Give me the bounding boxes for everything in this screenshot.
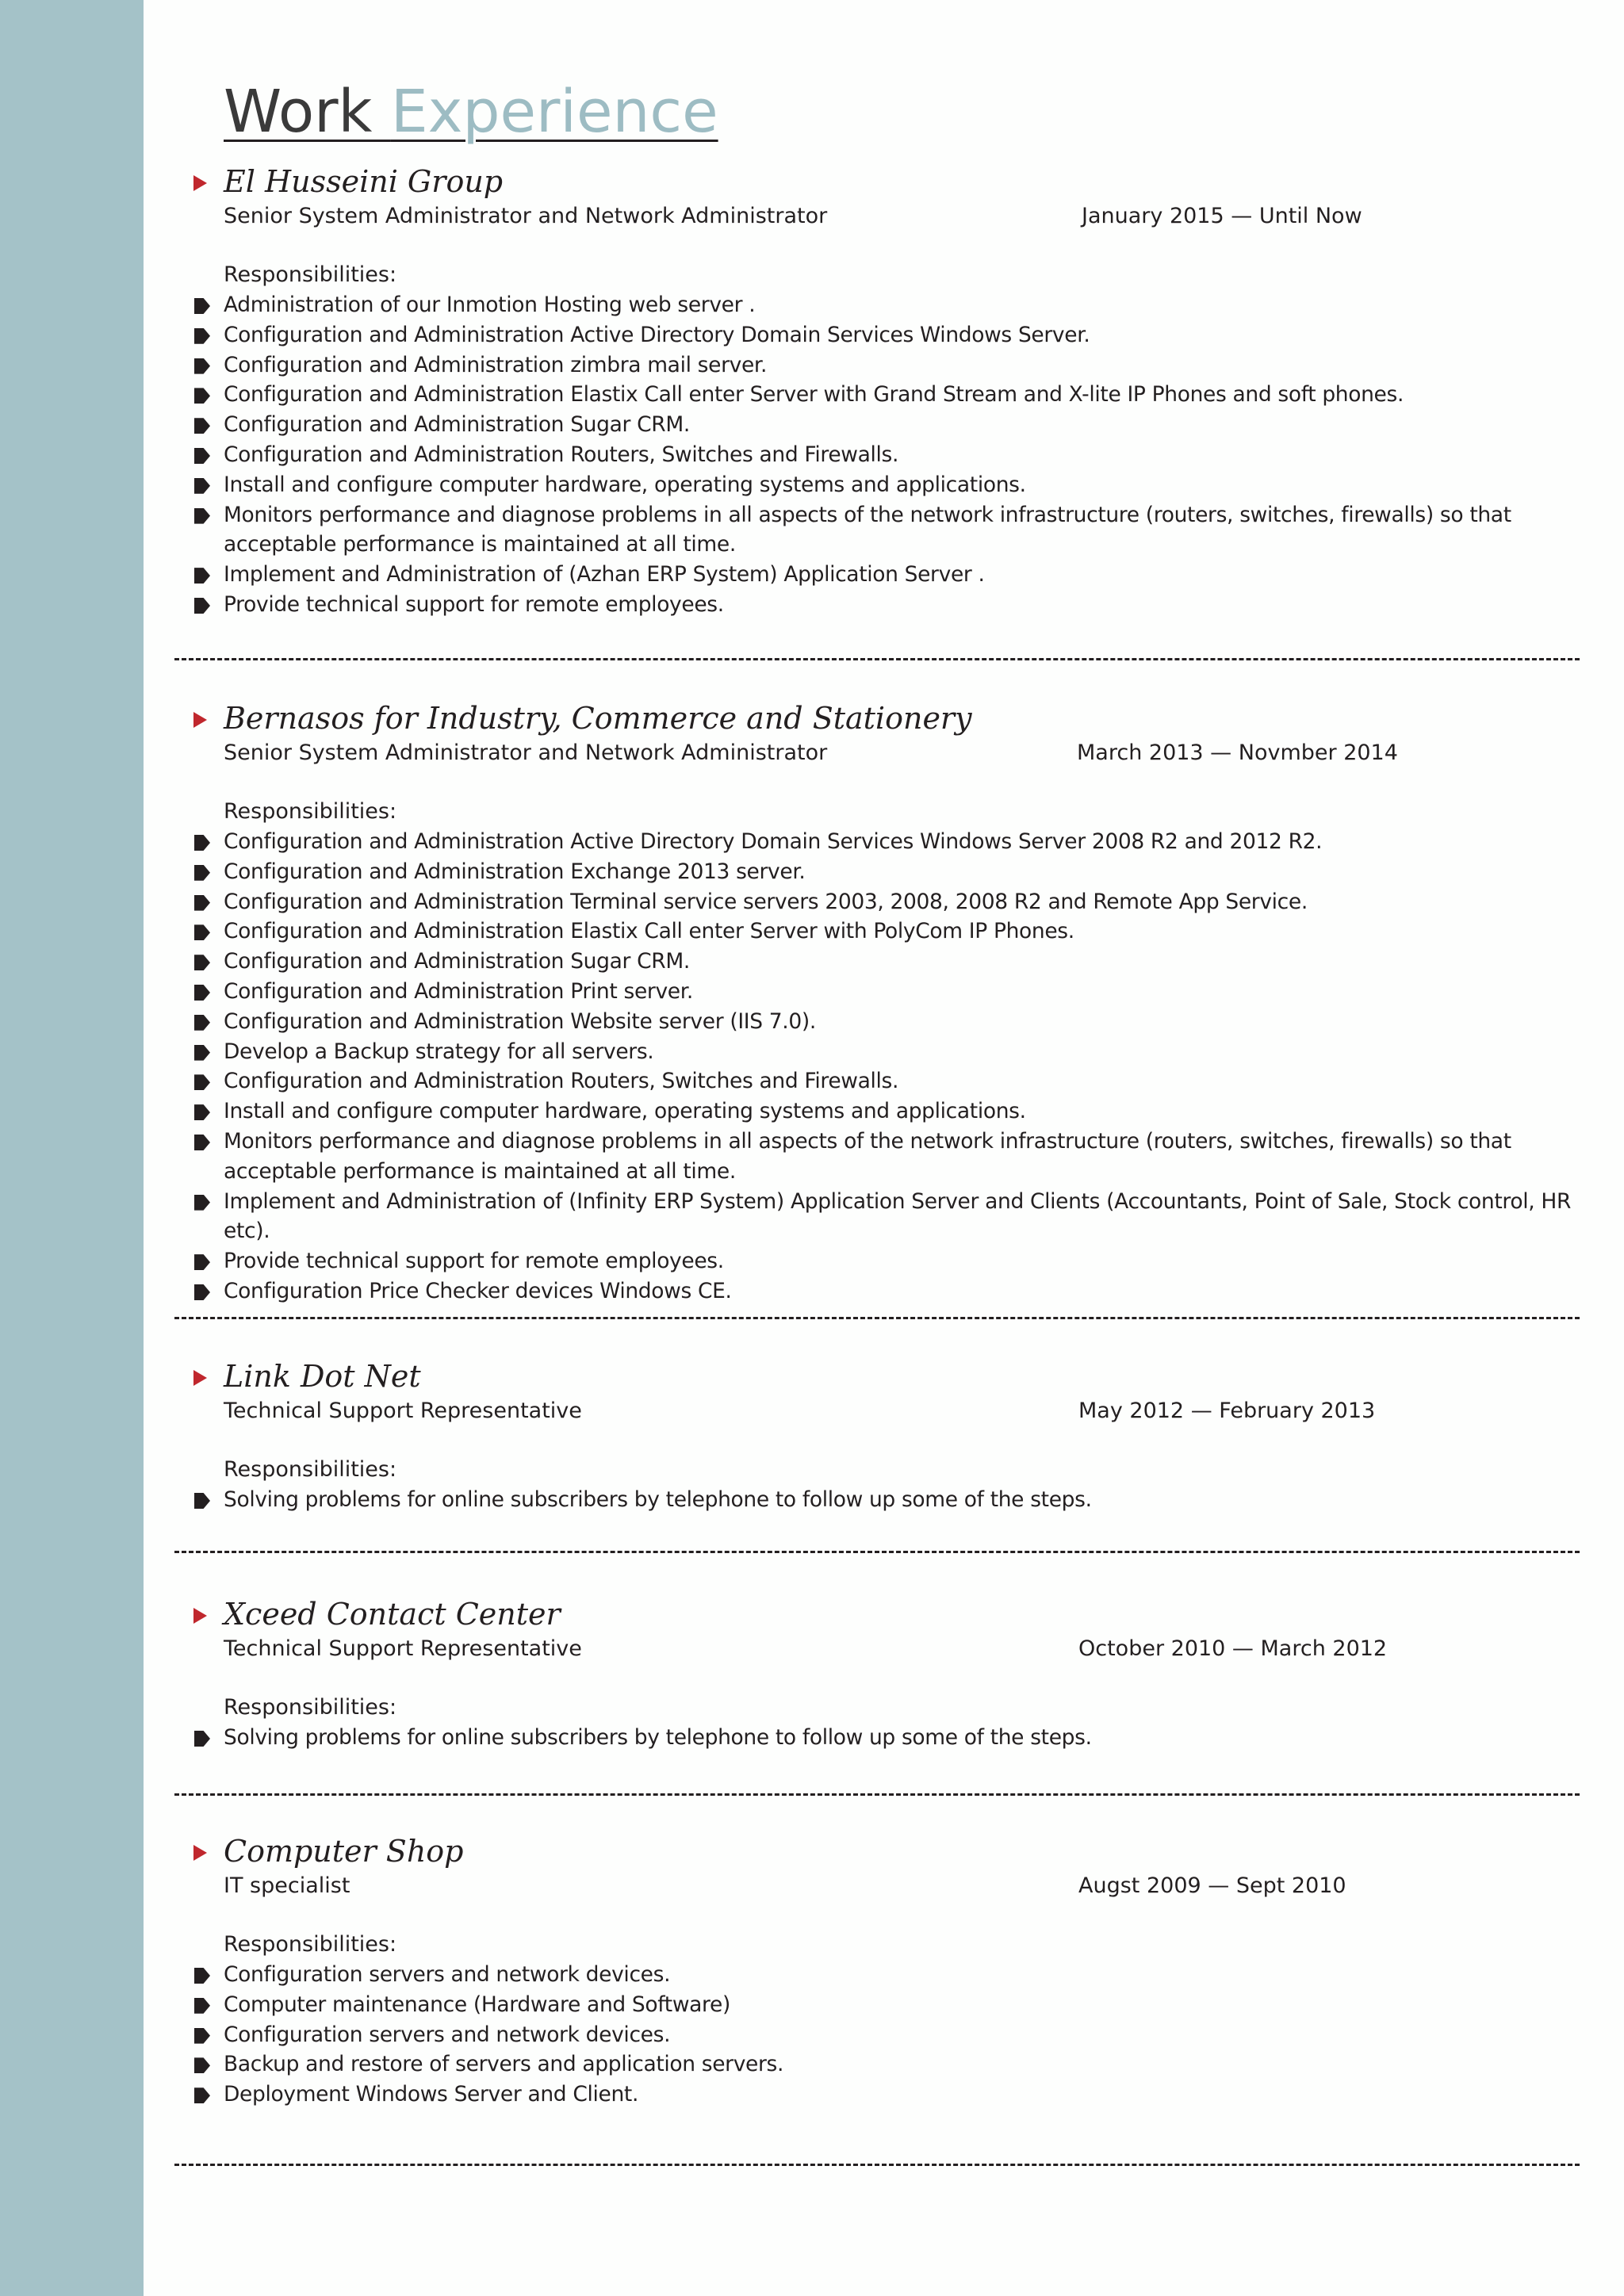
bullet-icon (194, 1015, 210, 1031)
list-item (224, 827, 1580, 857)
list-item (224, 947, 1580, 977)
list-item (224, 560, 1580, 590)
responsibilities-list (224, 1723, 1580, 1753)
company-marker-icon (193, 712, 207, 728)
company-name: Link Dot Net (224, 1359, 421, 1394)
bullet-icon (194, 418, 210, 434)
section-divider (174, 1317, 1580, 1319)
list-item-text: Configuration Price Checker devices Windows CE. (224, 1278, 732, 1303)
list-item-text: Configuration and Administration Routers, Switches and Firewalls. (224, 1069, 899, 1094)
list-item-text: Solving problems for online subscribers by telephone to follow up some of the steps. (224, 1487, 1092, 1512)
list-item-text: Configuration and Administration Sugar CRM. (224, 412, 690, 438)
list-item-text: Configuration and Administration Active Directory Domain Services Windows Server. (224, 322, 1090, 347)
bullet-icon (194, 568, 210, 584)
section-divider (174, 658, 1580, 660)
list-item-text: Configuration and Administration Elastix Call enter Server with PolyCom IP Phones. (224, 919, 1074, 944)
list-item (224, 380, 1580, 410)
list-item (224, 2049, 1580, 2080)
list-item (224, 2080, 1580, 2110)
list-item (224, 857, 1580, 887)
job-role: Senior System Administrator and Network Administrator (224, 740, 828, 765)
list-item-text: Implement and Administration of (Azhan ERP System) Application Server . (224, 562, 985, 587)
list-item-text: Configuration servers and network devices. (224, 1962, 671, 1987)
list-item (224, 1723, 1580, 1753)
responsibilities-list (224, 290, 1580, 620)
bullet-icon (194, 1135, 210, 1150)
list-item-text: Configuration and Administration Sugar CRM. (224, 949, 690, 974)
bullet-icon (194, 448, 210, 464)
bullet-icon (194, 508, 210, 524)
bullet-icon (194, 835, 210, 851)
job-dates: October 2010 — March 2012 (1078, 1636, 1388, 1661)
responsibilities-label: Responsibilities: (224, 1695, 397, 1720)
bullet-icon (194, 2087, 210, 2103)
list-item (224, 1246, 1580, 1276)
responsibilities-label: Responsibilities: (224, 1932, 397, 1957)
company-marker-icon (193, 1608, 207, 1624)
list-item-text: Configuration and Administration zimbra mail server. (224, 352, 768, 377)
sidebar-band (0, 0, 144, 2296)
list-item (224, 1066, 1580, 1096)
list-item-text: Configuration and Administration Active Directory Domain Services Windows Server 2008 R2 and 2012 R2. (224, 829, 1323, 854)
bullet-icon (194, 328, 210, 344)
section-divider (174, 2164, 1580, 2166)
responsibilities-list (224, 1960, 1580, 2110)
company-name: Computer Shop (224, 1834, 464, 1869)
list-item-text: Provide technical support for remote employees. (224, 591, 724, 617)
list-item (224, 887, 1580, 917)
responsibilities-list (224, 827, 1580, 1307)
section-divider (174, 1793, 1580, 1796)
bullet-icon (194, 985, 210, 1001)
list-item-text: Backup and restore of servers and application servers. (224, 2052, 784, 2077)
list-item (224, 1960, 1580, 1990)
bullet-icon (194, 388, 210, 404)
responsibilities-label: Responsibilities: (224, 799, 397, 824)
bullet-icon (194, 1104, 210, 1120)
company-name: El Husseini Group (224, 164, 504, 199)
bullet-icon (194, 1998, 210, 2014)
bullet-icon (194, 1074, 210, 1090)
job-dates: March 2013 — Novmber 2014 (1077, 740, 1398, 765)
bullet-icon (194, 2028, 210, 2044)
list-item-text: Develop a Backup strategy for all servers. (224, 1039, 654, 1064)
list-item-text: Solving problems for online subscribers by telephone to follow up some of the steps. (224, 1725, 1092, 1750)
responsibilities-label: Responsibilities: (224, 1457, 397, 1482)
list-item (224, 1096, 1580, 1127)
responsibilities-list (224, 1485, 1580, 1515)
list-item (224, 290, 1580, 320)
responsibilities-label: Responsibilities: (224, 262, 397, 287)
company-marker-icon (193, 175, 207, 191)
list-item-text: Configuration and Administration Elastix Call enter Server with Grand Stream and X-lite IP Phones and soft phones. (224, 382, 1404, 408)
list-item-text: Provide technical support for remote employees. (224, 1249, 724, 1274)
list-item-text: Configuration and Administration Exchange 2013 server. (224, 859, 806, 884)
list-item (224, 1007, 1580, 1037)
section-title (224, 78, 718, 146)
bullet-icon (194, 1045, 210, 1061)
list-item-text: Install and configure computer hardware, operating systems and applications. (224, 472, 1026, 497)
list-item-text: Administration of our Inmotion Hosting web server . (224, 293, 756, 317)
list-item (224, 1485, 1580, 1515)
company-marker-icon (193, 1845, 207, 1861)
list-item (224, 2020, 1580, 2050)
list-item (224, 1187, 1580, 1247)
list-item (224, 977, 1580, 1007)
list-item-text: Configuration and Administration Print server. (224, 978, 693, 1004)
job-dates: Augst 2009 — Sept 2010 (1078, 1873, 1346, 1898)
list-item (224, 590, 1580, 620)
list-item-text: Configuration and Administration Terminal service servers 2003, 2008, 2008 R2 and Remote App Service. (224, 889, 1308, 914)
bullet-icon (194, 1254, 210, 1270)
list-item-text: Deployment Windows Server and Client. (224, 2082, 639, 2107)
bullet-icon (194, 2057, 210, 2073)
company-marker-icon (193, 1370, 207, 1386)
list-item (224, 1037, 1580, 1067)
bullet-icon (194, 895, 210, 911)
list-item-text: Monitors performance and diagnose problems in all aspects of the network infrastructure (routers, switches, firewalls) so that acceptable performance is maintained at all time. (224, 1128, 1511, 1184)
company-name: Xceed Contact Center (224, 1597, 561, 1632)
list-item (224, 320, 1580, 350)
list-item (224, 410, 1580, 440)
bullet-icon (194, 1195, 210, 1211)
section-title-word-work: Work (224, 78, 391, 146)
list-item-text: Install and configure computer hardware, operating systems and applications. (224, 1099, 1026, 1124)
list-item-text: Implement and Administration of (Infinity ERP System) Application Server and Clients (Accountants, Point of Sale, Stock control, HR etc). (224, 1188, 1572, 1244)
list-item (224, 470, 1580, 500)
list-item (224, 500, 1580, 561)
bullet-icon (194, 865, 210, 881)
bullet-icon (194, 1493, 210, 1509)
bullet-icon (194, 298, 210, 314)
list-item-text: Computer maintenance (Hardware and Software) (224, 1992, 730, 2017)
bullet-icon (194, 598, 210, 614)
bullet-icon (194, 1731, 210, 1747)
section-divider (174, 1551, 1580, 1553)
bullet-icon (194, 955, 210, 970)
job-dates: May 2012 — February 2013 (1078, 1399, 1376, 1423)
list-item-text: Configuration servers and network devices. (224, 2022, 671, 2047)
list-item (224, 350, 1580, 381)
job-role: Technical Support Representative (224, 1636, 582, 1661)
bullet-icon (194, 358, 210, 374)
bullet-icon (194, 924, 210, 940)
job-role: Technical Support Representative (224, 1399, 582, 1423)
company-name: Bernasos for Industry, Commerce and Stationery (224, 701, 972, 736)
list-item-text: Configuration and Administration Website server (IIS 7.0). (224, 1008, 816, 1034)
bullet-icon (194, 478, 210, 494)
job-dates: January 2015 — Until Now (1082, 204, 1362, 228)
list-item (224, 1990, 1580, 2020)
list-item-text: Monitors performance and diagnose problems in all aspects of the network infrastructure (routers, switches, firewalls) so that acceptable performance is maintained at all time. (224, 502, 1511, 557)
list-item (224, 1276, 1580, 1307)
bullet-icon (194, 1284, 210, 1300)
list-item-text: Configuration and Administration Routers, Switches and Firewalls. (224, 442, 899, 467)
job-role: IT specialist (224, 1873, 350, 1898)
bullet-icon (194, 1968, 210, 1984)
list-item (224, 440, 1580, 470)
list-item (224, 1127, 1580, 1187)
list-item (224, 916, 1580, 947)
job-role: Senior System Administrator and Network Administrator (224, 204, 828, 228)
section-title-word-experience: Experience (390, 78, 718, 146)
